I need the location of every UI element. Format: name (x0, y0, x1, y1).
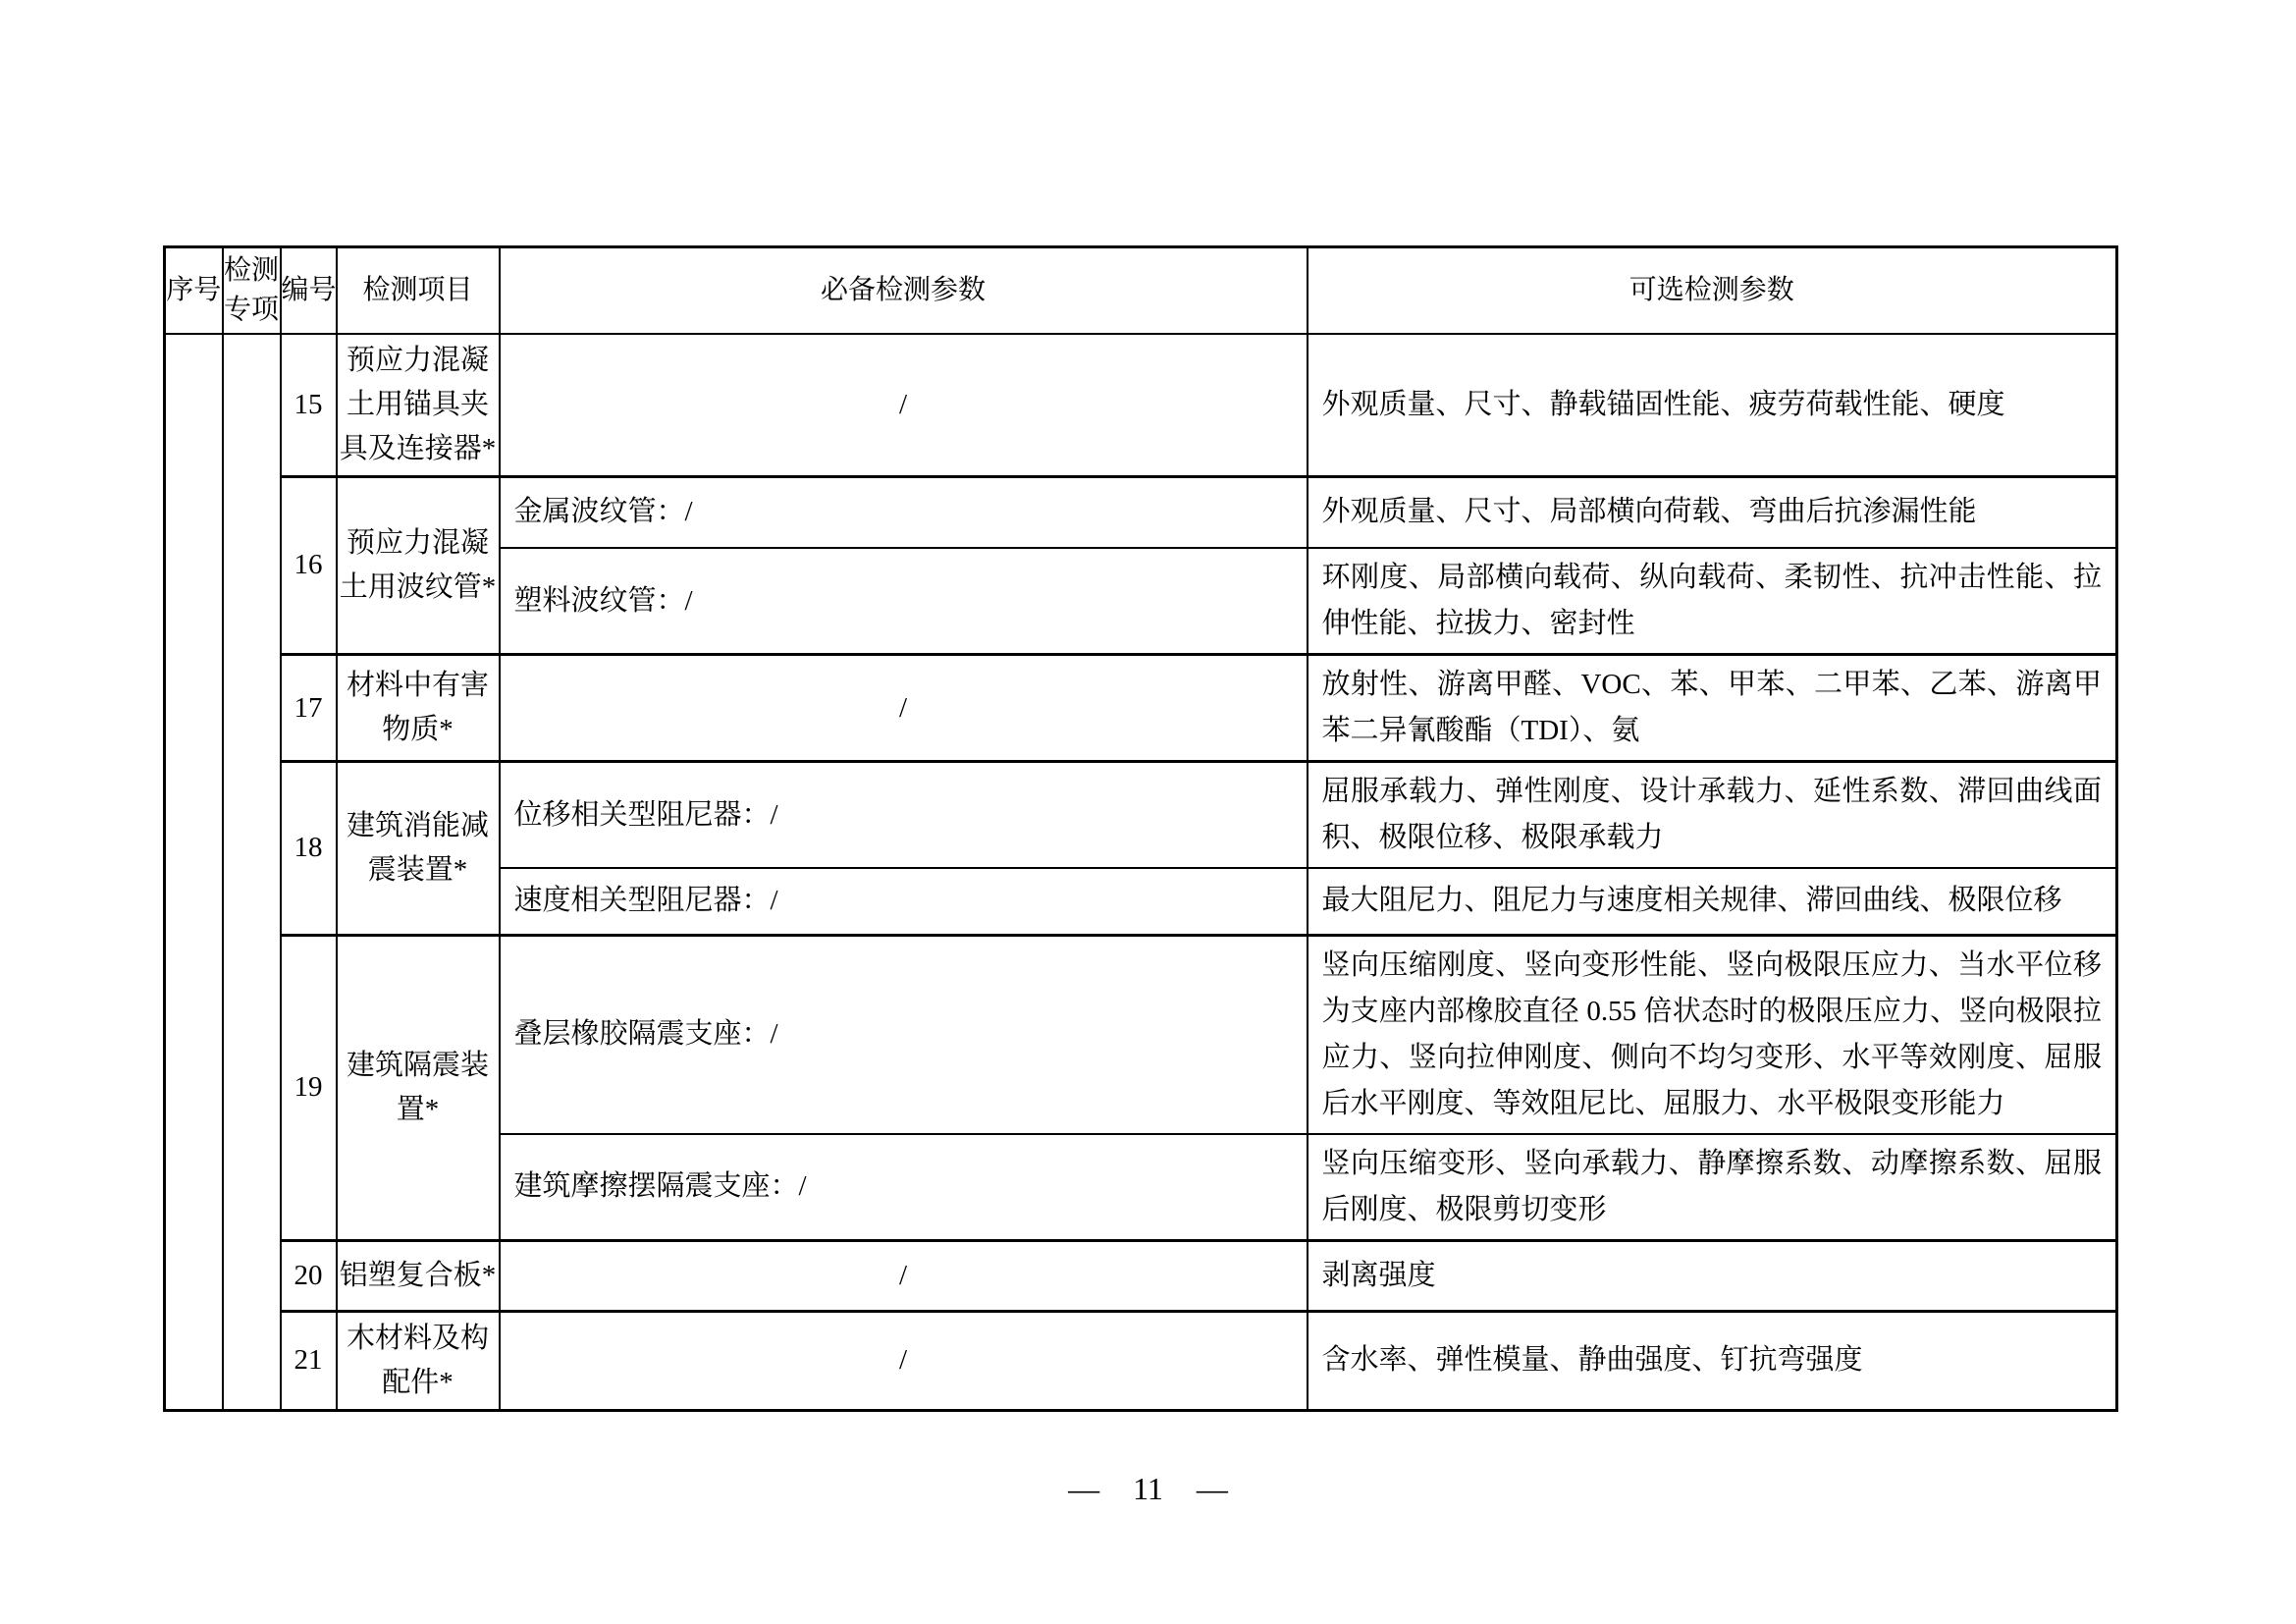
cell-19b-required: 建筑摩擦摆隔震支座：/ (500, 1134, 1308, 1241)
cell-20-required: / (500, 1240, 1308, 1311)
cell-15-no: 15 (281, 334, 337, 477)
cell-15-required: / (500, 334, 1308, 477)
cell-19-item: 建筑隔震装置* (337, 935, 500, 1240)
cell-18-item: 建筑消能减震装置* (337, 762, 500, 936)
table-row (165, 476, 2117, 548)
cell-18a-optional: 屈服承载力、弹性刚度、设计承载力、延性系数、滞回曲线面积、极限位移、极限承载力 (1308, 762, 2117, 869)
cell-21-item: 木材料及构配件* (337, 1311, 500, 1410)
cell-17-required: / (500, 655, 1308, 762)
cell-21-no: 21 (281, 1311, 337, 1410)
cell-20-item: 铝塑复合板* (337, 1240, 500, 1311)
table-header-row (165, 247, 2117, 334)
cell-16a-required: 金属波纹管：/ (500, 476, 1308, 548)
cell-21-required: / (500, 1311, 1308, 1410)
page-number: — 11 — (1068, 1471, 1228, 1506)
cell-18b-required: 速度相关型阻尼器：/ (500, 868, 1308, 935)
header-no: 编号 (281, 247, 337, 334)
header-special: 检测专项 (223, 247, 281, 334)
table-row (165, 655, 2117, 762)
cell-index-span (165, 334, 223, 1411)
cell-18b-optional: 最大阻尼力、阻尼力与速度相关规律、滞回曲线、极限位移 (1308, 868, 2117, 935)
cell-16-no: 16 (281, 476, 337, 655)
header-item: 检测项目 (337, 247, 500, 334)
cell-16-item: 预应力混凝土用波纹管* (337, 476, 500, 655)
cell-19a-optional: 竖向压缩刚度、竖向变形性能、竖向极限压应力、当水平位移为支座内部橡胶直径 0.55 倍状态时的极限压应力、竖向极限拉应力、竖向拉伸刚度、侧向不均匀变形、水平等效刚度、屈服后水平刚度、等效阻尼比、屈服力、水平极限变形能力 (1308, 935, 2117, 1134)
table-row (165, 1240, 2117, 1311)
cell-18a-required: 位移相关型阻尼器：/ (500, 762, 1308, 869)
cell-16b-required: 塑料波纹管：/ (500, 548, 1308, 655)
cell-21-optional: 含水率、弹性模量、静曲强度、钉抗弯强度 (1308, 1311, 2117, 1410)
cell-15-item: 预应力混凝土用锚具夹具及连接器* (337, 334, 500, 477)
cell-20-no: 20 (281, 1240, 337, 1311)
header-optional-params: 可选检测参数 (1308, 247, 2117, 334)
cell-16a-optional: 外观质量、尺寸、局部横向荷载、弯曲后抗渗漏性能 (1308, 476, 2117, 548)
table-row (165, 334, 2117, 477)
cell-17-optional: 放射性、游离甲醛、VOC、苯、甲苯、二甲苯、乙苯、游离甲苯二异氰酸酯（TDI）、氨 (1308, 655, 2117, 762)
table-row (165, 935, 2117, 1134)
header-index: 序号 (165, 247, 223, 334)
cell-20-optional: 剥离强度 (1308, 1240, 2117, 1311)
inspection-parameters-table (163, 245, 2118, 1412)
cell-15-optional: 外观质量、尺寸、静载锚固性能、疲劳荷载性能、硬度 (1308, 334, 2117, 477)
cell-16b-optional: 环刚度、局部横向载荷、纵向载荷、柔韧性、抗冲击性能、拉伸性能、拉拔力、密封性 (1308, 548, 2117, 655)
header-required-params: 必备检测参数 (500, 247, 1308, 334)
cell-17-no: 17 (281, 655, 337, 762)
cell-17-item: 材料中有害物质* (337, 655, 500, 762)
cell-19b-optional: 竖向压缩变形、竖向承载力、静摩擦系数、动摩擦系数、屈服后刚度、极限剪切变形 (1308, 1134, 2117, 1241)
table-row (165, 762, 2117, 869)
cell-19-no: 19 (281, 935, 337, 1240)
table-row (165, 1311, 2117, 1410)
cell-18-no: 18 (281, 762, 337, 936)
cell-19a-required: 叠层橡胶隔震支座：/ (500, 935, 1308, 1134)
cell-special-span (223, 334, 281, 1411)
